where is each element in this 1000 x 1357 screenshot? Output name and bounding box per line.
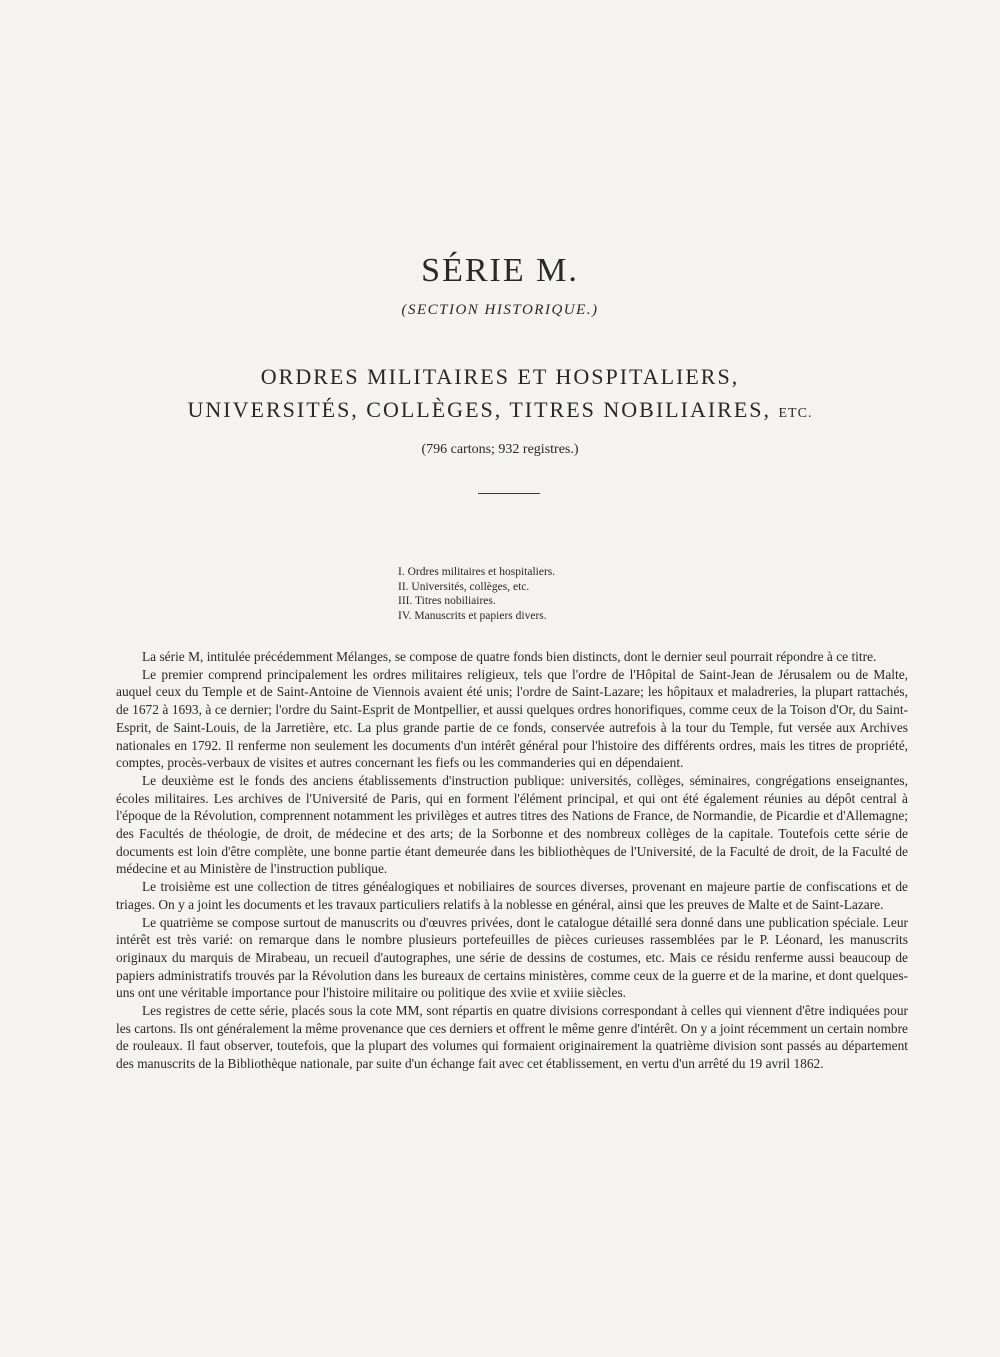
heading-line-2-etc: ETC. [778, 406, 813, 421]
paragraph: La série M, intitulée précédemment Mélanges, se compose de quatre fonds bien distincts, dont le dernier seul pourrait répondre à ce titre. [142, 649, 877, 664]
paragraph: Le quatrième se compose surtout de manuscrits ou d'œuvres privées, dont le catalogue détaillé sera donné dans une publication spéciale. Leur intérêt est très varié: on remarque dans le nombre plusieurs portefeuilles de pièces curieuses rassemblées par le P. Léonard, les manuscrits originaux du marquis de Mirabeau, un recueil d'autographes, une série de dessins de costumes, etc. Mais ce résidu renferme aussi beaucoup de papiers administratifs trouvés par la Révolution dans les bureaux de certains ministères, comme ceux de la guerre et de la marine, et dont quelques-uns ont une véritable importance pour l'histoire militaire ou politique des xviie et xviiie siècles. [116, 914, 908, 1001]
page-title: SÉRIE M. [421, 252, 579, 289]
division-item: II. Universités, collèges, etc. [398, 580, 530, 593]
divider-rule [478, 493, 540, 494]
paragraph: Le premier comprend principalement les ordres militaires religieux, tels que l'ordre de l'Hôpital de Saint-Jean de Jérusalem ou de Malte, auquel ceux du Temple et de Saint-Antoine de Viennois avaient été unis; l'ordre de Saint-Lazare; les hôpitaux et maladreries, la plupart rattachés, de 1672 à 1693, à ce dernier; l'ordre du Saint-Esprit de Montpellier, et aussi quelques ordres honorifiques, comme ceux de la Toison d'Or, du Saint-Esprit, de Saint-Louis, de la Jarretière, etc. La plus grande partie de ce fonds, conservée autrefois à la tour du Temple, fut versée aux Archives nationales en 1792. Il renferme non seulement les documents d'un intérêt général pour l'histoire des différents ordres, mais les titres de propriété, comptes, procès-verbaux de visites et autres concernant les fiefs ou les commanderies qui en dépendaient. [116, 666, 908, 771]
division-item: I. Ordres militaires et hospitaliers. [398, 566, 556, 578]
division-item: III. Titres nobiliaires. [398, 595, 496, 607]
heading-line-2 [0, 397, 1000, 423]
holdings-count: (796 cartons; 932 registres.) [421, 442, 579, 457]
section-subtitle: (SECTION HISTORIQUE.) [401, 302, 599, 318]
paragraph: Le troisième est une collection de titres généalogiques et nobiliaires de sources diverses, provenant en majeure partie de confiscations et de triages. On y a joint les documents et les travaux particuliers relatifs à la noblesse en général, ainsi que les preuves de Malte et de Saint-Lazare. [116, 879, 908, 912]
body-text [116, 648, 908, 1073]
heading-line-1: ORDRES MILITAIRES ET HOSPITALIERS, [260, 364, 740, 389]
heading-line-2-main: UNIVERSITÉS, COLLÈGES, TITRES NOBILIAIRES, [187, 397, 771, 422]
divisions-list [398, 565, 555, 623]
paragraph: Le deuxième est le fonds des anciens établissements d'instruction publique: universités, collèges, séminaires, congrégations enseignantes, écoles militaires. Les archives de l'Université de Paris, qui en forment l'élément principal, et qui ont été également réunies au dépôt central à l'époque de la Révolution, comprennent notamment les privilèges et autres titres des Nations de France, de Normandie, de Picardie et d'Allemagne; des Facultés de théologie, de droit, de médecine et des arts; de la Sorbonne et des nombreux collèges de la capitale. Toutefois cette série de documents est loin d'être complète, une bonne partie étant demeurée dans les bibliothèques de l'Université, de la Faculté de droit, de la Faculté de médecine et au Ministère de l'instruction publique. [116, 772, 908, 877]
division-item: IV. Manuscrits et papiers divers. [398, 609, 547, 622]
paragraph: Les registres de cette série, placés sous la cote MM, sont répartis en quatre divisions correspondant à celles qui viennent d'être indiquées pour les cartons. Ils ont généralement la même provenance que ces derniers et offrent le même genre d'intérêt. On y a joint récemment un certain nombre de rouleaux. Il faut observer, toutefois, que la plupart des volumes qui formaient originairement la quatrième division sont passés au département des manuscrits de la Bibliothèque nationale, par suite d'un échange fait avec cet établissement, en vertu d'un arrêté du 19 avril 1862. [116, 1003, 908, 1072]
